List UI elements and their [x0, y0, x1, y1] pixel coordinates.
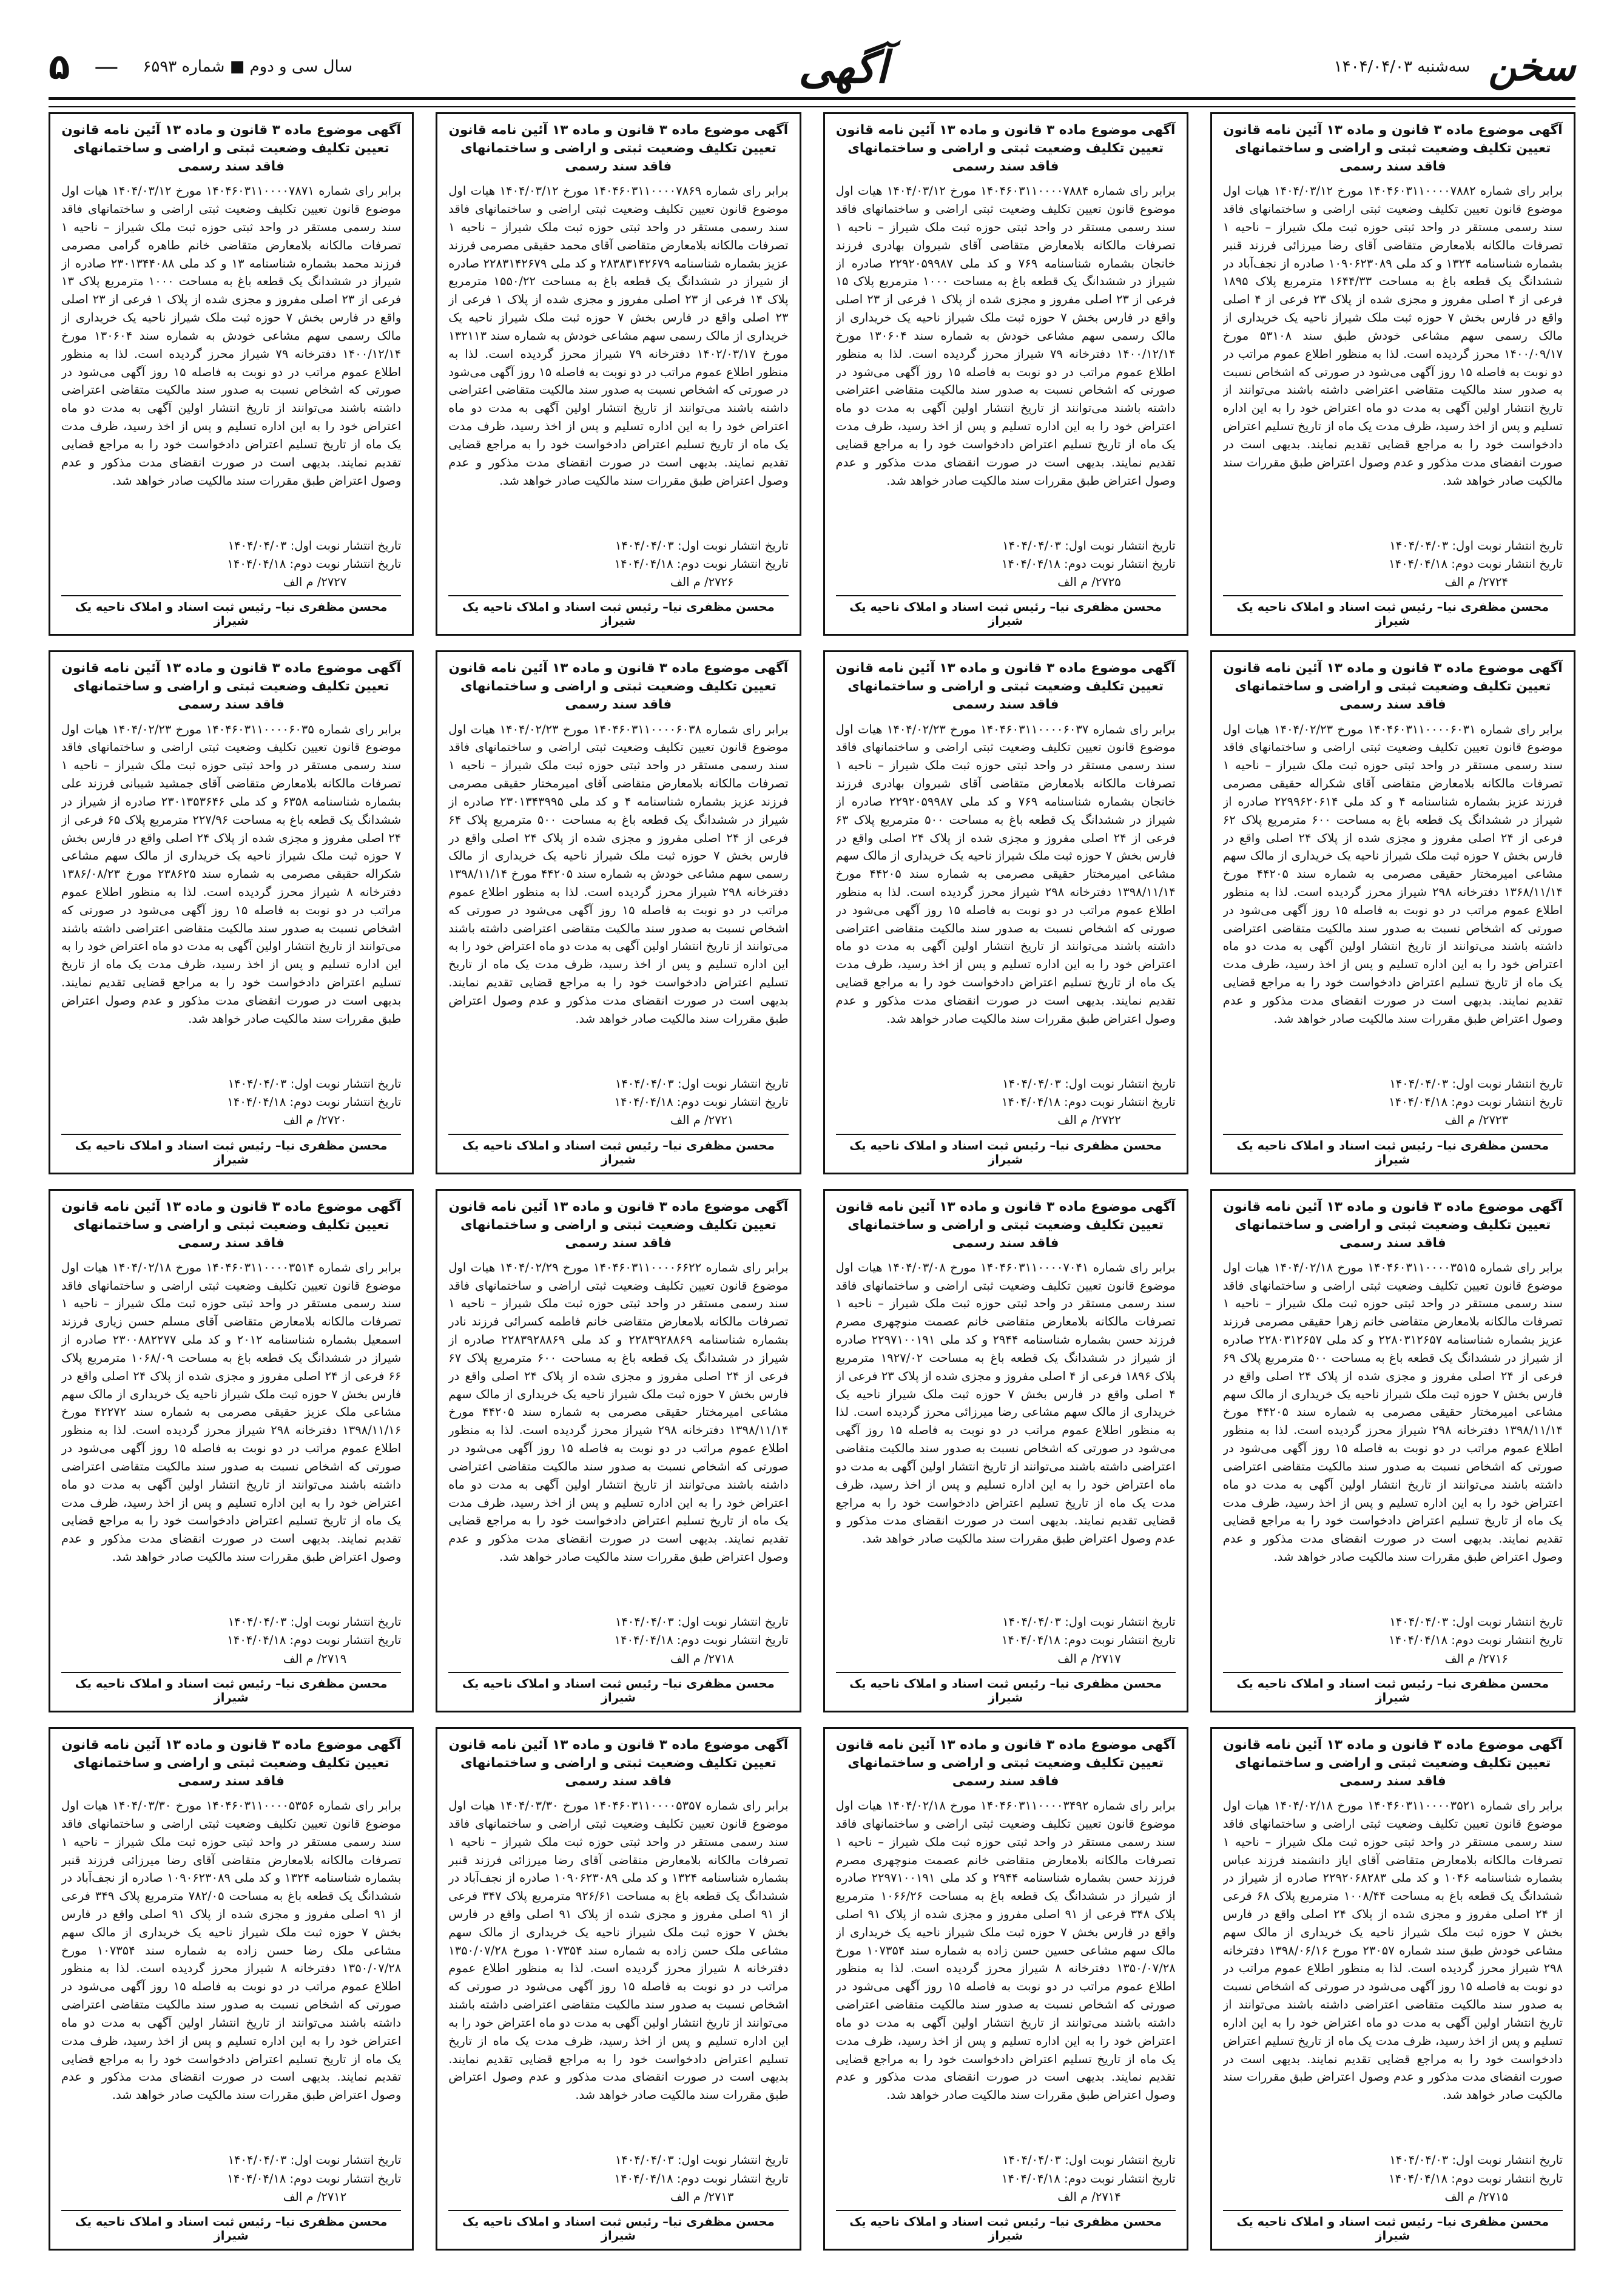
notice-body: برابر رای شماره ۱۴۰۴۶۰۳۱۱۰۰۰۰۳۵۱۵ مورخ ۱۴۰۴/۰۲/۱۸ هیات اول موضوع قانون تعیین تکلیف وضعیت ثبتی اراضی و ساختمانهای فاقد سند رسمی مستقر در واحد ثبتی حوزه ثبت ملک شیراز – ناحیه ۱ تصرفات مالکانه بلامعارض متقاضی خانم زهرا حقیقی مصرمی فرزند عزیز بشماره شناسنامه ۲۲۸۰۳۱۲۶۵۷ و کد ملی ۲۲۸۰۳۱۲۶۵۷ صادره از شیراز در ششدانگ یک قطعه باغ به مساحت ۵۰۰ مترمربع پلاک ۶۹ فرعی از ۲۴ اصلی مفروز و مجزی شده از پلاک ۲۴ اصلی واقع در فارس بخش ۷ حوزه ثبت ملک شیراز ناحیه یک خریداری از مالک سهم مشاعی امیرمختار حقیقی مصرمی به شماره سند ۴۴۲۰۵ مورخ ۱۳۹۸/۱۱/۱۴ دفترخانه ۲۹۸ شیراز محرز گردیده است. لذا به منظور اطلاع عموم مراتب در دو نوبت به فاصله ۱۵ روز آگهی می‌شود در صورتی که اشخاص نسبت به صدور سند مالکیت متقاضی اعتراضی داشته باشند می‌توانند از تاریخ انتشار اولین آگهی به مدت دو ماه اعتراض خود را به این اداره تسلیم و پس از اخذ رسید، ظرف مدت یک ماه از تاریخ تسلیم اعتراض دادخواست خود را به مراجع قضایی تقدیم نمایند. بدیهی است در صورت انقضای مدت مذکور و عدم وصول اعتراض طبق مقررات سند مالکیت صادر خواهد شد. — [1222, 1260, 1563, 1564]
notice-signature: محسن مظفری نیا– رئیس ثبت اسناد و املاک ناحیه یک شیراز — [448, 1134, 788, 1167]
publish-date-first: تاریخ انتشار نوبت اول: ۱۴۰۴/۰۴/۰۳ — [1389, 1076, 1563, 1091]
notice-code: ۲۷۲۳/ م الف — [1444, 1113, 1508, 1128]
legal-notice — [49, 1189, 414, 1712]
notice-title: آگهی موضوع ماده ۳ قانون و ماده ۱۳ آئین نامه قانون تعیین تکلیف وضعیت ثبتی و اراضی و ساختمانهای فاقد سند رسمی — [1223, 661, 1563, 713]
notice-title: آگهی موضوع ماده ۳ قانون و ماده ۱۳ آئین نامه قانون تعیین تکلیف وضعیت ثبتی و اراضی و ساختمانهای فاقد سند رسمی — [61, 661, 401, 713]
legal-notice — [49, 1727, 414, 2251]
publish-date-second: تاریخ انتشار نوبت دوم: ۱۴۰۴/۰۴/۱۸ — [1389, 556, 1563, 571]
notice-code: ۲۷۱۶/ م الف — [1444, 1651, 1508, 1666]
publish-date-second: تاریخ انتشار نوبت دوم: ۱۴۰۴/۰۴/۱۸ — [227, 1095, 402, 1109]
publish-date-second: تاریخ انتشار نوبت دوم: ۱۴۰۴/۰۴/۱۸ — [227, 2171, 402, 2186]
notice-body: برابر رای شماره ۱۴۰۴۶۰۳۱۱۰۰۰۰۷۰۴۱ مورخ ۱۴۰۴/۰۳/۰۸ هیات اول موضوع قانون تعیین تکلیف وضعیت ثبتی اراضی و ساختمانهای فاقد سند رسمی مستقر در واحد ثبتی حوزه ثبت ملک شیراز – ناحیه ۱ تصرفات مالکانه بلامعارض متقاضی خانم عصمت منوچهری مصرم فرزند حسن بشماره شناسنامه ۲۹۴۴ و کد ملی ۲۲۹۷۱۰۰۱۹۱ صادره از شیراز در ششدانگ یک قطعه باغ به مساحت ۱۹۲۷/۰۲ مترمربع پلاک ۱۸۹۶ فرعی از ۴ اصلی مفروز و مجزی شده از پلاک ۲۳ فرعی از ۴ اصلی واقع در فارس بخش ۷ حوزه ثبت ملک شیراز ناحیه یک خریداری از مالک سهم مشاعی رضا میرزائی محرز گردیده است. لذا به منظور اطلاع عموم مراتب در دو نوبت به فاصله ۱۵ روز آگهی می‌شود در صورتی که اشخاص نسبت به صدور سند مالکیت متقاضی اعتراضی داشته باشند می‌توانند از تاریخ انتشار اولین آگهی به مدت دو ماه اعتراض خود را به این اداره تسلیم و پس از اخذ رسید، ظرف مدت یک ماه از تاریخ تسلیم اعتراض دادخواست خود را به مراجع قضایی تقدیم نمایند. بدیهی است در صورت انقضای مدت مذکور و عدم وصول اعتراض طبق مقررات سند مالکیت صادر خواهد شد. — [835, 1260, 1176, 1546]
notice-body: برابر رای شماره ۱۴۰۴۶۰۳۱۱۰۰۰۰۶۰۳۷ مورخ ۱۴۰۴/۰۲/۲۳ هیات اول موضوع قانون تعیین تکلیف وضعیت ثبتی اراضی و ساختمانهای فاقد سند رسمی مستقر در واحد ثبتی حوزه ثبت ملک شیراز – ناحیه ۱ تصرفات مالکانه بلامعارض متقاضی آقای شیروان بهادری فرزند خانجان بشماره شناسنامه ۷۶۹ و کد ملی ۲۲۹۲۰۵۹۹۸۷ صادره از شیراز در ششدانگ یک قطعه باغ به مساحت ۵۰۰ مترمربع پلاک ۶۳ فرعی از ۲۴ اصلی مفروز و مجزی شده از پلاک ۲۴ اصلی واقع در فارس بخش ۷ حوزه ثبت ملک شیراز ناحیه یک خریداری از مالک سهم مشاعی امیرمختار حقیقی مصرمی به شماره سند ۴۴۲۰۵ مورخ ۱۳۹۸/۱۱/۱۴ دفترخانه ۲۹۸ شیراز محرز گردیده است. لذا به منظور اطلاع عموم مراتب در دو نوبت به فاصله ۱۵ روز آگهی می‌شود در صورتی که اشخاص نسبت به صدور سند مالکیت متقاضی اعتراضی داشته باشند می‌توانند از تاریخ انتشار اولین آگهی به مدت دو ماه اعتراض خود را به این اداره تسلیم و پس از اخذ رسید، ظرف مدت یک ماه از تاریخ تسلیم اعتراض دادخواست خود را به مراجع قضایی تقدیم نمایند. بدیهی است در صورت انقضای مدت مذکور و عدم وصول اعتراض طبق مقررات سند مالکیت صادر خواهد شد. — [835, 722, 1176, 1026]
legal-notice — [49, 650, 414, 1174]
notice-code: ۲۷۱۲/ م الف — [283, 2189, 347, 2204]
notice-title: آگهی موضوع ماده ۳ قانون و ماده ۱۳ آئین نامه قانون تعیین تکلیف وضعیت ثبتی و اراضی و ساختمانهای فاقد سند رسمی — [835, 1737, 1176, 1789]
notice-code: ۲۷۱۴/ م الف — [1057, 2189, 1121, 2204]
publish-date-first: تاریخ انتشار نوبت اول: ۱۴۰۴/۰۴/۰۳ — [227, 1076, 402, 1091]
notice-title: آگهی موضوع ماده ۳ قانون و ماده ۱۳ آئین نامه قانون تعیین تکلیف وضعیت ثبتی و اراضی و ساختمانهای فاقد سند رسمی — [835, 123, 1176, 175]
publish-date-first: تاریخ انتشار نوبت اول: ۱۴۰۴/۰۴/۰۳ — [615, 1615, 789, 1629]
issue-info: سال سی و دوم ■ شماره ۶۵۹۳ — [143, 58, 353, 76]
publish-date-first: تاریخ انتشار نوبت اول: ۱۴۰۴/۰۴/۰۳ — [1389, 1615, 1563, 1629]
notice-title: آگهی موضوع ماده ۳ قانون و ماده ۱۳ آئین نامه قانون تعیین تکلیف وضعیت ثبتی و اراضی و ساختمانهای فاقد سند رسمی — [61, 1199, 401, 1251]
notice-signature: محسن مظفری نیا– رئیس ثبت اسناد و املاک ناحیه یک شیراز — [448, 595, 788, 628]
publish-date-second: تاریخ انتشار نوبت دوم: ۱۴۰۴/۰۴/۱۸ — [1001, 556, 1176, 571]
publish-date-first: تاریخ انتشار نوبت اول: ۱۴۰۴/۰۴/۰۳ — [615, 2153, 789, 2167]
notice-body: برابر رای شماره ۱۴۰۴۶۰۳۱۱۰۰۰۰۶۶۲۲ مورخ ۱۴۰۴/۰۲/۲۹ هیات اول موضوع قانون تعیین تکلیف وضعیت ثبتی اراضی و ساختمانهای فاقد سند رسمی مستقر در واحد ثبتی حوزه ثبت ملک شیراز – ناحیه ۱ تصرفات مالکانه بلامعارض متقاضی خانم فاطمه کسرائی فرزند نادر بشماره شناسنامه ۲۲۸۳۹۲۸۸۶۹ و کد ملی ۲۲۸۳۹۲۸۸۶۹ صادره از شیراز در ششدانگ یک قطعه باغ به مساحت ۶۰۰ مترمربع پلاک ۶۷ فرعی از ۲۴ اصلی مفروز و مجزی شده از پلاک ۲۴ اصلی واقع در فارس بخش ۷ حوزه ثبت ملک شیراز ناحیه یک خریداری از مالک سهم مشاعی امیرمختار حقیقی مصرمی به شماره سند ۴۴۲۰۵ مورخ ۱۳۹۸/۱۱/۱۴ دفترخانه ۲۹۸ شیراز محرز گردیده است. لذا به منظور اطلاع عموم مراتب در دو نوبت به فاصله ۱۵ روز آگهی می‌شود در صورتی که اشخاص نسبت به صدور سند مالکیت متقاضی اعتراضی داشته باشند می‌توانند از تاریخ انتشار اولین آگهی به مدت دو ماه اعتراض خود را به این اداره تسلیم و پس از اخذ رسید، ظرف مدت یک ماه از تاریخ تسلیم اعتراض دادخواست خود را به مراجع قضایی تقدیم نمایند. بدیهی است در صورت انقضای مدت مذکور و عدم وصول اعتراض طبق مقررات سند مالکیت صادر خواهد شد. — [448, 1260, 789, 1564]
notice-title: آگهی موضوع ماده ۳ قانون و ماده ۱۳ آئین نامه قانون تعیین تکلیف وضعیت ثبتی و اراضی و ساختمانهای فاقد سند رسمی — [1223, 1199, 1563, 1251]
publish-date-first: تاریخ انتشار نوبت اول: ۱۴۰۴/۰۴/۰۳ — [227, 1615, 402, 1629]
legal-notice — [823, 1727, 1188, 2251]
notice-signature: محسن مظفری نیا– رئیس ثبت اسناد و املاک ناحیه یک شیراز — [61, 595, 401, 628]
notice-signature: محسن مظفری نیا– رئیس ثبت اسناد و املاک ناحیه یک شیراز — [836, 1672, 1176, 1705]
publish-date-second: تاریخ انتشار نوبت دوم: ۱۴۰۴/۰۴/۱۸ — [1389, 2171, 1563, 2186]
notice-code: ۲۷۱۹/ م الف — [283, 1651, 347, 1666]
notice-signature: محسن مظفری نیا– رئیس ثبت اسناد و املاک ناحیه یک شیراز — [61, 2210, 401, 2243]
legal-notice — [823, 1189, 1188, 1712]
legal-notice — [436, 1727, 801, 2251]
notice-body: برابر رای شماره ۱۴۰۴۶۰۳۱۱۰۰۰۰۳۴۹۲ مورخ ۱۴۰۴/۰۲/۱۸ هیات اول موضوع قانون تعیین تکلیف وضعیت ثبتی اراضی و ساختمانهای فاقد سند رسمی مستقر در واحد ثبتی حوزه ثبت ملک شیراز – ناحیه ۱ تصرفات مالکانه بلامعارض متقاضی خانم عصمت منوچهری مصرم فرزند حسن بشماره شناسنامه ۲۹۴۴ و کد ملی ۲۲۹۷۱۰۰۱۹۱ صادره از شیراز در ششدانگ یک قطعه باغ به مساحت ۱۰۶۶/۲۶ مترمربع پلاک ۳۴۸ فرعی از ۹۱ اصلی مفروز و مجزی شده از پلاک ۹۱ اصلی واقع در فارس بخش ۷ حوزه ثبت ملک شیراز ناحیه یک خریداری از مالک سهم مشاعی حسین حسن زاده به شماره سند ۱۰۷۳۵۴ مورخ ۱۳۵۰/۰۷/۲۸ دفترخانه ۸ شیراز محرز گردیده است. لذا به منظور اطلاع عموم مراتب در دو نوبت به فاصله ۱۵ روز آگهی می‌شود در صورتی که اشخاص نسبت به صدور سند مالکیت متقاضی اعتراضی داشته باشند می‌توانند از تاریخ انتشار اولین آگهی به مدت دو ماه اعتراض خود را به این اداره تسلیم و پس از اخذ رسید، ظرف مدت یک ماه از تاریخ تسلیم اعتراض دادخواست خود را به مراجع قضایی تقدیم نمایند. بدیهی است در صورت انقضای مدت مذکور و عدم وصول اعتراض طبق مقررات سند مالکیت صادر خواهد شد. — [835, 1799, 1176, 2103]
legal-notice — [823, 112, 1188, 636]
notice-body: برابر رای شماره ۱۴۰۴۶۰۳۱۱۰۰۰۰۵۳۵۶ مورخ ۱۴۰۴/۰۳/۳۰ هیات اول موضوع قانون تعیین تکلیف وضعیت ثبتی اراضی و ساختمانهای فاقد سند رسمی مستقر در واحد ثبتی حوزه ثبت ملک شیراز – ناحیه ۱ تصرفات مالکانه بلامعارض متقاضی آقای رضا میرزائی فرزند قنبر بشماره شناسنامه ۱۳۲۴ و کد ملی ۱۰۹۰۶۲۳۰۸۹ صادره از نجف‌آباد در ششدانگ یک قطعه باغ به مساحت ۷۸۲/۰۵ مترمربع پلاک ۳۴۹ فرعی از ۹۱ اصلی مفروز و مجزی شده از پلاک ۹۱ اصلی واقع در فارس بخش ۷ حوزه ثبت ملک شیراز ناحیه یک خریداری از مالک سهم مشاعی ملک رضا حسن زاده به شماره سند ۱۰۷۳۵۴ مورخ ۱۳۵۰/۰۷/۲۸ دفترخانه ۸ شیراز محرز گردیده است. لذا به منظور اطلاع عموم مراتب در دو نوبت به فاصله ۱۵ روز آگهی می‌شود در صورتی که اشخاص نسبت به صدور سند مالکیت متقاضی اعتراضی داشته باشند می‌توانند از تاریخ انتشار اولین آگهی به مدت دو ماه اعتراض خود را به این اداره تسلیم و پس از اخذ رسید، ظرف مدت یک ماه از تاریخ تسلیم اعتراض دادخواست خود را به مراجع قضایی تقدیم نمایند. بدیهی است در صورت انقضای مدت مذکور و عدم وصول اعتراض طبق مقررات سند مالکیت صادر خواهد شد. — [61, 1799, 402, 2103]
publish-date-first: تاریخ انتشار نوبت اول: ۱۴۰۴/۰۴/۰۳ — [1002, 1615, 1176, 1629]
publish-date-first: تاریخ انتشار نوبت اول: ۱۴۰۴/۰۴/۰۳ — [1002, 1076, 1176, 1091]
notice-signature: محسن مظفری نیا– رئیس ثبت اسناد و املاک ناحیه یک شیراز — [61, 1134, 401, 1167]
notice-code: ۲۷۲۴/ م الف — [1444, 575, 1508, 590]
section-title: آگهی — [798, 41, 888, 93]
notice-code: ۲۷۱۸/ م الف — [670, 1651, 734, 1666]
notice-signature: محسن مظفری نیا– رئیس ثبت اسناد و املاک ناحیه یک شیراز — [1223, 2210, 1563, 2243]
page-number-dash: — — [94, 53, 119, 81]
publish-date-second: تاریخ انتشار نوبت دوم: ۱۴۰۴/۰۴/۱۸ — [1001, 1095, 1176, 1109]
publish-date-first: تاریخ انتشار نوبت اول: ۱۴۰۴/۰۴/۰۳ — [1002, 538, 1176, 553]
masthead-right — [1334, 44, 1575, 90]
masthead-left — [49, 46, 352, 87]
notice-title: آگهی موضوع ماده ۳ قانون و ماده ۱۳ آئین نامه قانون تعیین تکلیف وضعیت ثبتی و اراضی و ساختمانهای فاقد سند رسمی — [1223, 1737, 1563, 1789]
publish-date-second: تاریخ انتشار نوبت دوم: ۱۴۰۴/۰۴/۱۸ — [614, 2171, 789, 2186]
notice-signature: محسن مظفری نیا– رئیس ثبت اسناد و املاک ناحیه یک شیراز — [448, 1672, 788, 1705]
notice-body: برابر رای شماره ۱۴۰۴۶۰۳۱۱۰۰۰۰۵۳۵۷ مورخ ۱۴۰۴/۰۳/۳۰ هیات اول موضوع قانون تعیین تکلیف وضعیت ثبتی اراضی و ساختمانهای فاقد سند رسمی مستقر در واحد ثبتی حوزه ثبت ملک شیراز – ناحیه ۱ تصرفات مالکانه بلامعارض متقاضی آقای رضا میرزائی فرزند قنبر بشماره شناسنامه ۱۳۲۴ و کد ملی ۱۰۹۰۶۲۳۰۸۹ صادره از نجف‌آباد در ششدانگ یک قطعه باغ به مساحت ۹۲۶/۶۱ مترمربع پلاک ۳۴۷ فرعی از ۹۱ اصلی مفروز و مجزی شده از پلاک ۹۱ اصلی واقع در فارس بخش ۷ حوزه ثبت ملک شیراز ناحیه یک خریداری از مالک سهم مشاعی ملک حسن زاده به شماره سند ۱۰۷۳۵۴ مورخ ۱۳۵۰/۰۷/۲۸ دفترخانه ۸ شیراز محرز گردیده است. لذا به منظور اطلاع عموم مراتب در دو نوبت به فاصله ۱۵ روز آگهی می‌شود در صورتی که اشخاص نسبت به صدور سند مالکیت متقاضی اعتراضی داشته باشند می‌توانند از تاریخ انتشار اولین آگهی به مدت دو ماه اعتراض خود را به این اداره تسلیم و پس از اخذ رسید، ظرف مدت یک ماه از تاریخ تسلیم اعتراض دادخواست خود را به مراجع قضایی تقدیم نمایند. بدیهی است در صورت انقضای مدت مذکور و عدم وصول اعتراض طبق مقررات سند مالکیت صادر خواهد شد. — [448, 1799, 789, 2103]
notice-body: برابر رای شماره ۱۴۰۴۶۰۳۱۱۰۰۰۰۳۵۲۱ مورخ ۱۴۰۴/۰۲/۱۸ هیات اول موضوع قانون تعیین تکلیف وضعیت ثبتی اراضی و ساختمانهای فاقد سند رسمی مستقر در واحد ثبتی حوزه ثبت ملک شیراز – ناحیه ۱ تصرفات مالکانه بلامعارض متقاضی آقای ایاز دانشمند فرزند عباس بشماره شناسنامه ۱۰۴۶ و کد ملی ۲۲۹۲۰۶۸۲۸۳ صادره از شیراز در ششدانگ یک قطعه باغ به مساحت ۱۰۰۸/۴۴ مترمربع پلاک ۶۸ فرعی از ۲۴ اصلی مفروز و مجزی شده از پلاک ۲۴ اصلی واقع در فارس بخش ۷ حوزه ثبت ملک شیراز ناحیه یک خریداری از مالک سهم مشاعی خودش طبق سند شماره ۲۳۰۵۷ مورخ ۱۳۹۸/۰۶/۱۶ دفترخانه ۲۹۸ شیراز محرز گردیده است. لذا به منظور اطلاع عموم مراتب در دو نوبت به فاصله ۱۵ روز آگهی می‌شود در صورتی که اشخاص نسبت به صدور سند مالکیت متقاضی اعتراضی داشته باشند می‌توانند از تاریخ انتشار اولین آگهی به مدت دو ماه اعتراض خود را به این اداره تسلیم و پس از اخذ رسید، ظرف مدت یک ماه از تاریخ تسلیم اعتراض دادخواست خود را به مراجع قضایی تقدیم نمایند. بدیهی است در صورت انقضای مدت مذکور و عدم وصول اعتراض طبق مقررات سند مالکیت صادر خواهد شد. — [1222, 1799, 1563, 2103]
notice-signature: محسن مظفری نیا– رئیس ثبت اسناد و املاک ناحیه یک شیراز — [836, 595, 1176, 628]
publish-date-second: تاریخ انتشار نوبت دوم: ۱۴۰۴/۰۴/۱۸ — [227, 1633, 402, 1648]
ads-grid — [49, 112, 1575, 2251]
legal-notice — [49, 112, 414, 636]
publish-date-first: تاریخ انتشار نوبت اول: ۱۴۰۴/۰۴/۰۳ — [1389, 2153, 1563, 2167]
publish-date-first: تاریخ انتشار نوبت اول: ۱۴۰۴/۰۴/۰۳ — [1002, 2153, 1176, 2167]
legal-notice — [1210, 112, 1575, 636]
notice-signature: محسن مظفری نیا– رئیس ثبت اسناد و املاک ناحیه یک شیراز — [836, 1134, 1176, 1167]
notice-signature: محسن مظفری نیا– رئیس ثبت اسناد و املاک ناحیه یک شیراز — [1223, 595, 1563, 628]
notice-title: آگهی موضوع ماده ۳ قانون و ماده ۱۳ آئین نامه قانون تعیین تکلیف وضعیت ثبتی و اراضی و ساختمانهای فاقد سند رسمی — [448, 1737, 789, 1789]
legal-notice — [436, 1189, 801, 1712]
notice-title: آگهی موضوع ماده ۳ قانون و ماده ۱۳ آئین نامه قانون تعیین تکلیف وضعیت ثبتی و اراضی و ساختمانهای فاقد سند رسمی — [835, 661, 1176, 713]
notice-signature: محسن مظفری نیا– رئیس ثبت اسناد و املاک ناحیه یک شیراز — [448, 2210, 788, 2243]
notice-body: برابر رای شماره ۱۴۰۴۶۰۳۱۱۰۰۰۰۷۸۸۴ مورخ ۱۴۰۴/۰۳/۱۲ هیات اول موضوع قانون تعیین تکلیف وضعیت ثبتی اراضی و ساختمانهای فاقد سند رسمی مستقر در واحد ثبتی حوزه ثبت ملک شیراز – ناحیه ۱ تصرفات مالکانه بلامعارض متقاضی آقای شیروان بهادری فرزند خانجان بشماره شناسنامه ۷۶۹ و کد ملی ۲۲۹۲۰۵۹۹۸۷ صادره از شیراز در ششدانگ یک قطعه باغ به مساحت ۱۰۰۰ مترمربع پلاک ۱۵ فرعی از ۲۳ اصلی مفروز و مجزی شده از پلاک ۱ فرعی از ۲۳ اصلی واقع در فارس بخش ۷ حوزه ثبت ملک شیراز ناحیه یک خریداری از مالک رسمی سهم مشاعی خودش به شماره سند ۱۳۰۶۰۴ مورخ ۱۴۰۰/۱۲/۱۴ دفترخانه ۷۹ شیراز محرز گردیده است. لذا به منظور اطلاع عموم مراتب در دو نوبت به فاصله ۱۵ روز آگهی می‌شود در صورتی که اشخاص نسبت به صدور سند مالکیت متقاضی اعتراضی داشته باشند می‌توانند از تاریخ انتشار اولین آگهی به مدت دو ماه اعتراض خود را به این اداره تسلیم و پس از اخذ رسید، ظرف مدت یک ماه از تاریخ تسلیم اعتراض دادخواست خود را به مراجع قضایی تقدیم نمایند. بدیهی است در صورت انقضای مدت مذکور و عدم وصول اعتراض طبق مقررات سند مالکیت صادر خواهد شد. — [835, 184, 1176, 488]
notice-title: آگهی موضوع ماده ۳ قانون و ماده ۱۳ آئین نامه قانون تعیین تکلیف وضعیت ثبتی و اراضی و ساختمانهای فاقد سند رسمی — [61, 123, 401, 175]
publish-date-second: تاریخ انتشار نوبت دوم: ۱۴۰۴/۰۴/۱۸ — [1001, 1633, 1176, 1648]
notice-signature: محسن مظفری نیا– رئیس ثبت اسناد و املاک ناحیه یک شیراز — [836, 2210, 1176, 2243]
notice-body: برابر رای شماره ۱۴۰۴۶۰۳۱۱۰۰۰۰۶۰۳۵ مورخ ۱۴۰۴/۰۲/۲۳ هیات اول موضوع قانون تعیین تکلیف وضعیت ثبتی اراضی و ساختمانهای فاقد سند رسمی مستقر در واحد ثبتی حوزه ثبت ملک شیراز – ناحیه ۱ تصرفات مالکانه بلامعارض متقاضی آقای جمشید شیبانی فرزند علی بشماره شناسنامه ۶۳۵۸ و کد ملی ۲۳۰۱۳۵۳۶۴۶ صادره از شیراز در ششدانگ یک قطعه باغ به مساحت ۲۲۷/۹۶ مترمربع پلاک ۶۵ فرعی از ۲۴ اصلی مفروز و مجزی شده از پلاک ۲۴ اصلی واقع در فارس بخش ۷ حوزه ثبت ملک شیراز ناحیه یک خریداری از مالک سهم مشاعی شکراله حقیقی مصرمی به شماره سند ۲۳۸۶۲۵ مورخ ۱۳۸۶/۰۸/۲۳ دفترخانه ۸ شیراز محرز گردیده است. لذا به منظور اطلاع عموم مراتب در دو نوبت به فاصله ۱۵ روز آگهی می‌شود در صورتی که اشخاص نسبت به صدور سند مالکیت متقاضی اعتراضی داشته باشند می‌توانند از تاریخ انتشار اولین آگهی به مدت دو ماه اعتراض خود را به این اداره تسلیم و پس از اخذ رسید، ظرف مدت یک ماه از تاریخ تسلیم اعتراض دادخواست خود را به مراجع قضایی تقدیم نمایند. بدیهی است در صورت انقضای مدت مذکور و عدم وصول اعتراض طبق مقررات سند مالکیت صادر خواهد شد. — [61, 722, 402, 1026]
publish-date-second: تاریخ انتشار نوبت دوم: ۱۴۰۴/۰۴/۱۸ — [227, 556, 402, 571]
notice-body: برابر رای شماره ۱۴۰۴۶۰۳۱۱۰۰۰۰۷۸۶۹ مورخ ۱۴۰۴/۰۳/۱۲ هیات اول موضوع قانون تعیین تکلیف وضعیت ثبتی اراضی و ساختمانهای فاقد سند رسمی مستقر در واحد ثبتی حوزه ثبت ملک شیراز – ناحیه ۱ تصرفات مالکانه بلامعارض متقاضی آقای محمد حقیقی مصرمی فرزند عزیز بشماره شناسنامه ۲۸۳۸۳۱۴۲۶۷۹ و کد ملی ۲۲۸۳۱۴۲۶۷۹ صادره از شیراز در ششدانگ یک قطعه باغ به مساحت ۱۵۵۰/۲۲ مترمربع پلاک ۱۴ فرعی از ۲۳ اصلی مفروز و مجزی شده از پلاک ۱ فرعی از ۲۳ اصلی واقع در فارس بخش ۷ حوزه ثبت ملک شیراز ناحیه یک خریداری از مالک رسمی سهم مشاعی خودش به شماره سند ۱۳۲۱۱۳ مورخ ۱۴۰۲/۰۳/۱۷ دفترخانه ۷۹ شیراز محرز گردیده است. لذا به منظور اطلاع عموم مراتب در دو نوبت به فاصله ۱۵ روز آگهی می‌شود در صورتی که اشخاص نسبت به صدور سند مالکیت متقاضی اعتراضی داشته باشند می‌توانند از تاریخ انتشار اولین آگهی به مدت دو ماه اعتراض خود را به این اداره تسلیم و پس از اخذ رسید، ظرف مدت یک ماه از تاریخ تسلیم اعتراض دادخواست خود را به مراجع قضایی تقدیم نمایند. بدیهی است در صورت انقضای مدت مذکور و عدم وصول اعتراض طبق مقررات سند مالکیت صادر خواهد شد. — [448, 184, 789, 488]
publish-date-second: تاریخ انتشار نوبت دوم: ۱۴۰۴/۰۴/۱۸ — [614, 1633, 789, 1648]
masthead — [49, 42, 1575, 91]
publish-date-second: تاریخ انتشار نوبت دوم: ۱۴۰۴/۰۴/۱۸ — [614, 1095, 789, 1109]
notice-title: آگهی موضوع ماده ۳ قانون و ماده ۱۳ آئین نامه قانون تعیین تکلیف وضعیت ثبتی و اراضی و ساختمانهای فاقد سند رسمی — [448, 661, 789, 713]
publish-date-second: تاریخ انتشار نوبت دوم: ۱۴۰۴/۰۴/۱۸ — [614, 556, 789, 571]
notice-body: برابر رای شماره ۱۴۰۴۶۰۳۱۱۰۰۰۰۶۰۳۸ مورخ ۱۴۰۴/۰۲/۲۳ هیات اول موضوع قانون تعیین تکلیف وضعیت ثبتی اراضی و ساختمانهای فاقد سند رسمی مستقر در واحد ثبتی حوزه ثبت ملک شیراز – ناحیه ۱ تصرفات مالکانه بلامعارض متقاضی آقای امیرمختار حقیقی مصرمی فرزند عزیز بشماره شناسنامه ۴ و کد ملی ۲۳۰۱۳۴۳۹۹۵ صادره از شیراز در ششدانگ یک قطعه باغ به مساحت ۵۰۰ مترمربع پلاک ۶۴ فرعی از ۲۴ اصلی مفروز و مجزی شده از پلاک ۲۴ اصلی واقع در فارس بخش ۷ حوزه ثبت ملک شیراز ناحیه یک خریداری از مالک رسمی سهم مشاعی خودش به شماره سند ۴۴۲۰۵ مورخ ۱۳۹۸/۱۱/۱۴ دفترخانه ۲۹۸ شیراز محرز گردیده است. لذا به منظور اطلاع عموم مراتب در دو نوبت به فاصله ۱۵ روز آگهی می‌شود در صورتی که اشخاص نسبت به صدور سند مالکیت متقاضی اعتراضی داشته باشند می‌توانند از تاریخ انتشار اولین آگهی به مدت دو ماه اعتراض خود را به این اداره تسلیم و پس از اخذ رسید، ظرف مدت یک ماه از تاریخ تسلیم اعتراض دادخواست خود را به مراجع قضایی تقدیم نمایند. بدیهی است در صورت انقضای مدت مذکور و عدم وصول اعتراض طبق مقررات سند مالکیت صادر خواهد شد. — [448, 722, 789, 1026]
notice-code: ۲۷۱۵/ م الف — [1444, 2189, 1508, 2204]
publish-date-first: تاریخ انتشار نوبت اول: ۱۴۰۴/۰۴/۰۳ — [227, 538, 402, 553]
notice-body: برابر رای شماره ۱۴۰۴۶۰۳۱۱۰۰۰۰۳۵۱۴ مورخ ۱۴۰۴/۰۲/۱۸ هیات اول موضوع قانون تعیین تکلیف وضعیت ثبتی اراضی و ساختمانهای فاقد سند رسمی مستقر در واحد ثبتی حوزه ثبت ملک شیراز – ناحیه ۱ تصرفات مالکانه بلامعارض متقاضی آقای مسلم حسن زیاری فرزند اسمعیل بشماره شناسنامه ۲۰۱۲ و کد ملی ۲۳۰۰۸۸۲۲۷۷ صادره از شیراز در ششدانگ یک قطعه باغ به مساحت ۱۰۶۸/۰۹ مترمربع پلاک ۶۶ فرعی از ۲۴ اصلی مفروز و مجزی شده از پلاک ۲۴ اصلی واقع در فارس بخش ۷ حوزه ثبت ملک شیراز ناحیه یک خریداری از مالک سهم مشاعی ملک عزیز حقیقی مصرمی به شماره سند ۴۲۲۷۲ مورخ ۱۳۹۸/۱۱/۱۶ دفترخانه ۲۹۸ شیراز محرز گردیده است. لذا به منظور اطلاع عموم مراتب در دو نوبت به فاصله ۱۵ روز آگهی می‌شود در صورتی که اشخاص نسبت به صدور سند مالکیت متقاضی اعتراضی داشته باشند می‌توانند از تاریخ انتشار اولین آگهی به مدت دو ماه اعتراض خود را به این اداره تسلیم و پس از اخذ رسید، ظرف مدت یک ماه از تاریخ تسلیم اعتراض دادخواست خود را به مراجع قضایی تقدیم نمایند. بدیهی است در صورت انقضای مدت مذکور و عدم وصول اعتراض طبق مقررات سند مالکیت صادر خواهد شد. — [61, 1260, 402, 1564]
issue-date: سه‌شنبه ۱۴۰۴/۰۴/۰۳ — [1333, 58, 1471, 76]
publish-date-second: تاریخ انتشار نوبت دوم: ۱۴۰۴/۰۴/۱۸ — [1389, 1095, 1563, 1109]
notice-title: آگهی موضوع ماده ۳ قانون و ماده ۱۳ آئین نامه قانون تعیین تکلیف وضعیت ثبتی و اراضی و ساختمانهای فاقد سند رسمی — [1223, 123, 1563, 175]
notice-code: ۲۷۲۱/ م الف — [670, 1113, 734, 1128]
notice-title: آگهی موضوع ماده ۳ قانون و ماده ۱۳ آئین نامه قانون تعیین تکلیف وضعیت ثبتی و اراضی و ساختمانهای فاقد سند رسمی — [448, 123, 789, 175]
newspaper-logo: سخن — [1488, 44, 1575, 90]
notice-code: ۲۷۲۰/ م الف — [283, 1113, 347, 1128]
legal-notice — [1210, 650, 1575, 1174]
notice-body: برابر رای شماره ۱۴۰۴۶۰۳۱۱۰۰۰۰۷۸۷۱ مورخ ۱۴۰۴/۰۳/۱۲ هیات اول موضوع قانون تعیین تکلیف وضعیت ثبتی اراضی و ساختمانهای فاقد سند رسمی مستقر در واحد ثبتی حوزه ثبت ملک شیراز – ناحیه ۱ تصرفات مالکانه بلامعارض متقاضی خانم طاهره گرامی مصرمی فرزند محمد بشماره شناسنامه ۱۳ و کد ملی ۲۳۰۱۳۴۴۰۸۸ صادره از شیراز در ششدانگ یک قطعه باغ به مساحت ۱۰۰۰ مترمربع پلاک ۱۳ فرعی از ۲۳ اصلی مفروز و مجزی شده از پلاک ۱ فرعی از ۲۳ اصلی واقع در فارس بخش ۷ حوزه ثبت ملک شیراز ناحیه یک خریداری از مالک رسمی سهم مشاعی خودش به شماره سند ۱۳۰۶۰۴ مورخ ۱۴۰۰/۱۲/۱۴ دفترخانه ۷۹ شیراز محرز گردیده است. لذا به منظور اطلاع عموم مراتب در دو نوبت به فاصله ۱۵ روز آگهی می‌شود در صورتی که اشخاص نسبت به صدور سند مالکیت متقاضی اعتراضی داشته باشند می‌توانند از تاریخ انتشار اولین آگهی به مدت دو ماه اعتراض خود را به این اداره تسلیم و پس از اخذ رسید، ظرف مدت یک ماه از تاریخ تسلیم اعتراض دادخواست خود را به مراجع قضایی تقدیم نمایند. بدیهی است در صورت انقضای مدت مذکور و عدم وصول اعتراض طبق مقررات سند مالکیت صادر خواهد شد. — [61, 184, 402, 488]
legal-notice — [823, 650, 1188, 1174]
publish-date-second: تاریخ انتشار نوبت دوم: ۱۴۰۴/۰۴/۱۸ — [1001, 2171, 1176, 2186]
notice-code: ۲۷۱۳/ م الف — [670, 2189, 734, 2204]
publish-date-second: تاریخ انتشار نوبت دوم: ۱۴۰۴/۰۴/۱۸ — [1389, 1633, 1563, 1648]
publish-date-first: تاریخ انتشار نوبت اول: ۱۴۰۴/۰۴/۰۳ — [615, 1076, 789, 1091]
publish-date-first: تاریخ انتشار نوبت اول: ۱۴۰۴/۰۴/۰۳ — [227, 2153, 402, 2167]
notice-code: ۲۷۱۷/ م الف — [1057, 1651, 1121, 1666]
publish-date-first: تاریخ انتشار نوبت اول: ۱۴۰۴/۰۴/۰۳ — [1389, 538, 1563, 553]
page-number: ۵ — [49, 46, 70, 87]
notice-signature: محسن مظفری نیا– رئیس ثبت اسناد و املاک ناحیه یک شیراز — [1223, 1134, 1563, 1167]
publish-date-first: تاریخ انتشار نوبت اول: ۱۴۰۴/۰۴/۰۳ — [615, 538, 789, 553]
notice-code: ۲۷۲۷/ م الف — [283, 575, 347, 590]
notice-body: برابر رای شماره ۱۴۰۴۶۰۳۱۱۰۰۰۰۶۰۳۱ مورخ ۱۴۰۴/۰۲/۲۳ هیات اول موضوع قانون تعیین تکلیف وضعیت ثبتی اراضی و ساختمانهای فاقد سند رسمی مستقر در واحد ثبتی حوزه ثبت ملک شیراز – ناحیه ۱ تصرفات مالکانه بلامعارض متقاضی آقای شکراله حقیقی مصرمی فرزند عزیز بشماره شناسنامه ۴ و کد ملی ۲۲۹۹۶۲۰۶۱۴ صادره از شیراز در ششدانگ یک قطعه باغ به مساحت ۶۰۰ مترمربع پلاک ۶۲ فرعی از ۲۴ اصلی مفروز و مجزی شده از پلاک ۲۴ اصلی واقع در فارس بخش ۷ حوزه ثبت ملک شیراز ناحیه یک خریداری از مالک سهم مشاعی امیرمختار حقیقی مصرمی به شماره سند ۴۴۲۰۵ مورخ ۱۳۶۸/۱۱/۱۴ دفترخانه ۲۹۸ شیراز محرز گردیده است. لذا به منظور اطلاع عموم مراتب در دو نوبت به فاصله ۱۵ روز آگهی می‌شود در صورتی که اشخاص نسبت به صدور سند مالکیت متقاضی اعتراضی داشته باشند می‌توانند از تاریخ انتشار اولین آگهی به مدت دو ماه اعتراض خود را به این اداره تسلیم و پس از اخذ رسید، ظرف مدت یک ماه از تاریخ تسلیم اعتراض دادخواست خود را به مراجع قضایی تقدیم نمایند. بدیهی است در صورت انقضای مدت مذکور و عدم وصول اعتراض طبق مقررات سند مالکیت صادر خواهد شد. — [1222, 722, 1563, 1026]
masthead-rule — [49, 97, 1575, 107]
notice-body: برابر رای شماره ۱۴۰۴۶۰۳۱۱۰۰۰۰۷۸۸۲ مورخ ۱۴۰۴/۰۳/۱۲ هیات اول موضوع قانون تعیین تکلیف وضعیت ثبتی اراضی و ساختمانهای فاقد سند رسمی مستقر در واحد ثبتی حوزه ثبت ملک شیراز – ناحیه ۱ تصرفات مالکانه بلامعارض متقاضی آقای رضا میرزائی فرزند قنبر بشماره شناسنامه ۱۳۲۴ و کد ملی ۱۰۹۰۶۲۳۰۸۹ صادره از نجف‌آباد در ششدانگ یک قطعه باغ به مساحت ۱۶۴۴/۳۳ مترمربع پلاک ۱۸۹۵ فرعی از ۴ اصلی مفروز و مجزی شده از پلاک ۲۳ فرعی از ۴ اصلی واقع در فارس بخش ۷ حوزه ثبت ملک شیراز ناحیه یک خریداری از مالک رسمی سهم مشاعی خودش طبق سند ۵۳۱۰۸ مورخ ۱۴۰۰/۰۹/۱۷ محرز گردیده است. لذا به منظور اطلاع عموم مراتب در دو نوبت به فاصله ۱۵ روز آگهی می‌شود در صورتی که اشخاص نسبت به صدور سند مالکیت متقاضی اعتراضی داشته باشند می‌توانند از تاریخ انتشار اولین آگهی به مدت دو ماه اعتراض خود را به این اداره تسلیم و پس از اخذ رسید، ظرف مدت یک ماه از تاریخ تسلیم اعتراض دادخواست خود را به مراجع قضایی تقدیم نمایند. بدیهی است در صورت انقضای مدت مذکور و عدم وصول اعتراض طبق مقررات سند مالکیت صادر خواهد شد. — [1222, 184, 1563, 488]
notice-code: ۲۷۲۶/ م الف — [670, 575, 734, 590]
notice-signature: محسن مظفری نیا– رئیس ثبت اسناد و املاک ناحیه یک شیراز — [61, 1672, 401, 1705]
notice-title: آگهی موضوع ماده ۳ قانون و ماده ۱۳ آئین نامه قانون تعیین تکلیف وضعیت ثبتی و اراضی و ساختمانهای فاقد سند رسمی — [835, 1199, 1176, 1251]
legal-notice — [1210, 1727, 1575, 2251]
legal-notice — [436, 112, 801, 636]
notice-title: آگهی موضوع ماده ۳ قانون و ماده ۱۳ آئین نامه قانون تعیین تکلیف وضعیت ثبتی و اراضی و ساختمانهای فاقد سند رسمی — [61, 1737, 401, 1789]
notice-title: آگهی موضوع ماده ۳ قانون و ماده ۱۳ آئین نامه قانون تعیین تکلیف وضعیت ثبتی و اراضی و ساختمانهای فاقد سند رسمی — [448, 1199, 789, 1251]
notice-code: ۲۷۲۲/ م الف — [1057, 1113, 1121, 1128]
notice-code: ۲۷۲۵/ م الف — [1057, 575, 1121, 590]
legal-notice — [436, 650, 801, 1174]
legal-notice — [1210, 1189, 1575, 1712]
notice-signature: محسن مظفری نیا– رئیس ثبت اسناد و املاک ناحیه یک شیراز — [1223, 1672, 1563, 1705]
